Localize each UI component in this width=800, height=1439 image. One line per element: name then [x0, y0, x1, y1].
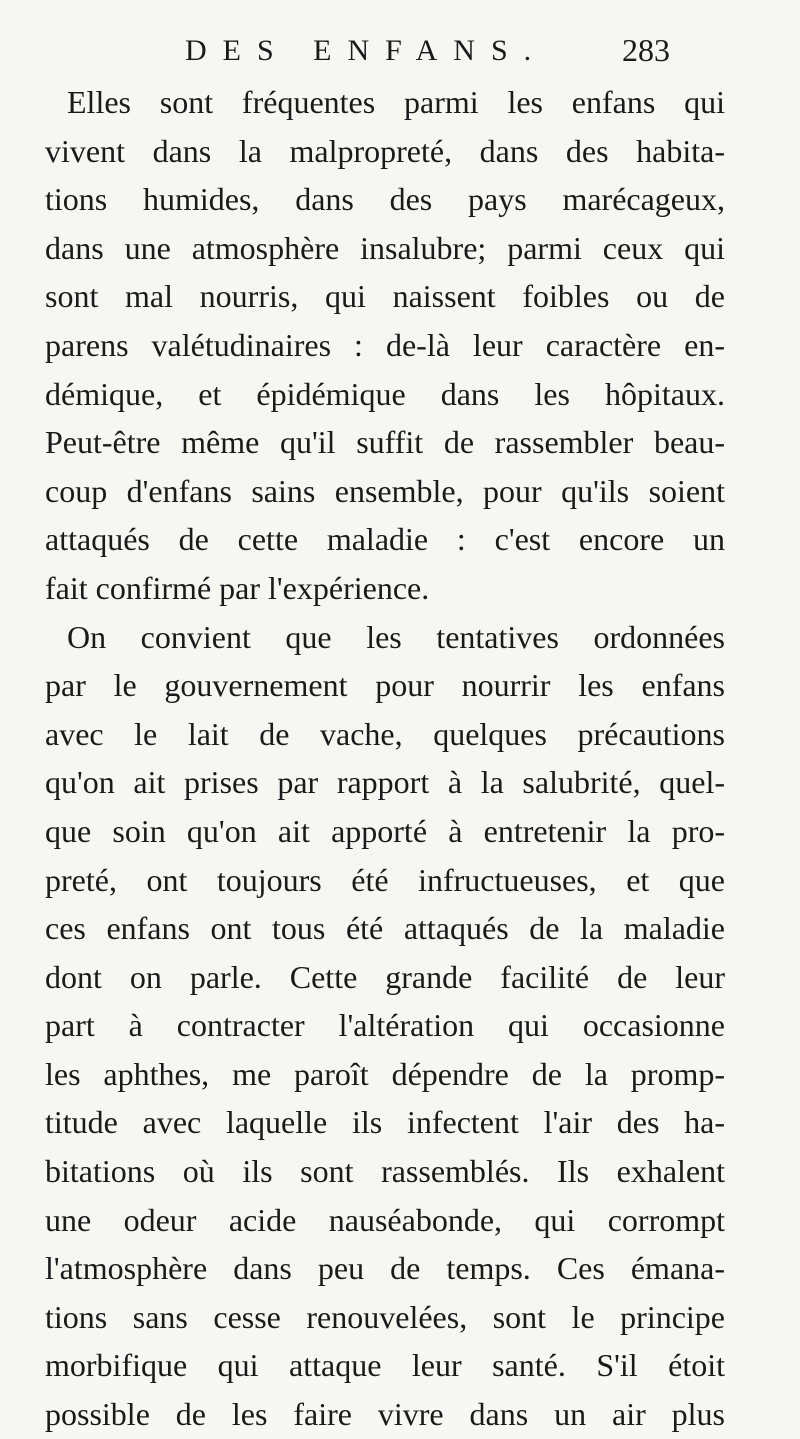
text-line: titude avec laquelle ils infectent l'air des ha- [45, 1104, 725, 1141]
text-line: part à contracter l'altération qui occasionne [45, 1007, 725, 1044]
text-line: fait confirmé par l'expérience. [45, 569, 430, 606]
text-line: ces enfans ont tous été attaqués de la maladie [45, 910, 725, 947]
text-line: bitations où ils sont rassemblés. Ils exhalent [45, 1153, 725, 1190]
body-text [45, 78, 725, 1439]
text-line: avec le lait de vache, quelques précautions [45, 715, 725, 752]
text-line: On convient que les tentatives ordonnées [67, 618, 725, 655]
text-line: Peut-être même qu'il suffit de rassembler beau- [45, 424, 725, 461]
text-line: les aphthes, me paroît dépendre de la promp- [45, 1055, 725, 1092]
text-line: sont mal nourris, qui naissent foibles ou de [45, 278, 725, 315]
text-line: dont on parle. Cette grande facilité de leur [45, 958, 725, 995]
text-line: vivent dans la malpropreté, dans des habita- [45, 132, 725, 169]
text-line: par le gouvernement pour nourrir les enfans [45, 667, 725, 704]
running-title: DES ENFANS. [185, 34, 548, 67]
page-header [0, 30, 800, 80]
text-line: preté, ont toujours été infructueuses, et que [45, 861, 725, 898]
text-line: Elles sont fréquentes parmi les enfans qui [67, 84, 725, 120]
text-line: qu'on ait prises par rapport à la salubrité, quel- [45, 764, 725, 801]
text-line: l'atmosphère dans peu de temps. Ces émana- [45, 1250, 725, 1287]
text-line: démique, et épidémique dans les hôpitaux. [45, 375, 725, 412]
text-line: dans une atmosphère insalubre; parmi ceux qui [45, 229, 725, 266]
text-line: attaqués de cette maladie : c'est encore un [45, 521, 725, 558]
text-line: une odeur acide nauséabonde, qui corrompt [45, 1201, 725, 1238]
text-line: que soin qu'on ait apporté à entretenir la pro- [45, 812, 725, 849]
text-line: parens valétudinaires : de-là leur caractère en- [45, 326, 725, 363]
text-line: morbifique qui attaque leur santé. S'il étoit [45, 1347, 725, 1384]
text-line: tions sans cesse renouvelées, sont le principe [45, 1298, 725, 1335]
text-line: tions humides, dans des pays marécageux, [45, 181, 725, 218]
text-line: coup d'enfans sains ensemble, pour qu'ils soient [45, 472, 725, 509]
text-line: possible de les faire vivre dans un air plus [45, 1396, 725, 1433]
page-number: 283 [622, 32, 670, 68]
